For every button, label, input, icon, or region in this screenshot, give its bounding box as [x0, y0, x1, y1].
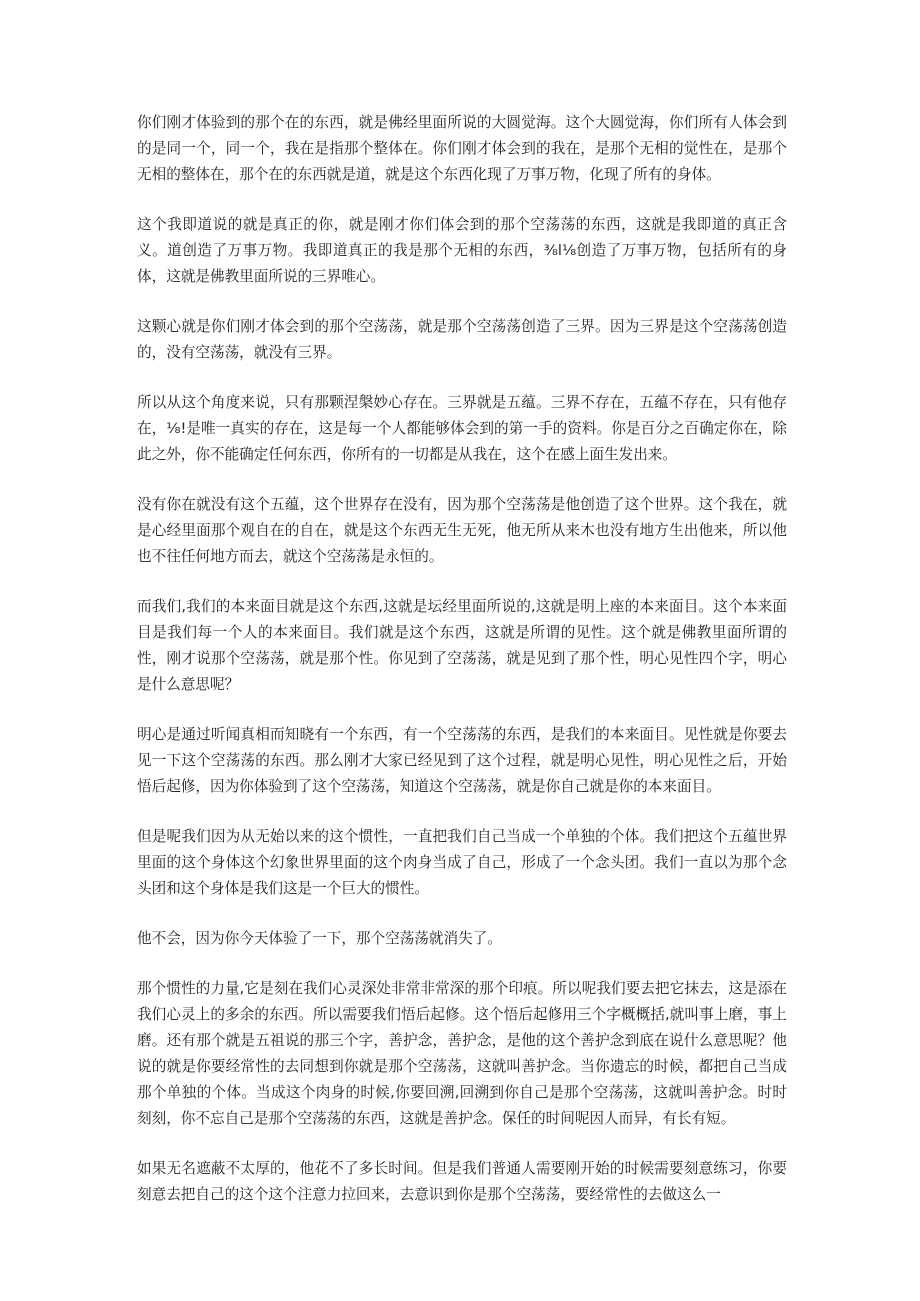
- paragraph-7: 明心是通过听闻真相而知晓有一个东西，有一个空荡荡的东西，是我们的本来面目。见性就是你要去见一下这个空荡荡的东西。那么刚才大家已经见到了这个过程，就是明心见性，明心见性之后，开始悟后起修，因为你体验到了这个空荡荡，知道这个空荡荡，就是你自己就是你的本来面目。: [137, 726, 787, 795]
- paragraph-4: 所以从这个角度来说，只有那颗涅槃妙心存在。三界就是五蕴。三界不存在，五蕴不存在，只有他存在，⅛!是唯一真实的存在，这是每一个人都能够体会到的第一手的资料。你是百分之百确定你在，除此之外，你不能确定任何东西，你所有的一切都是从我在，这个在感上面生发出来。: [137, 394, 787, 463]
- paragraph-8: 但是呢我们因为从无始以来的这个惯性，一直把我们自己当成一个单独的个体。我们把这个五蕴世界里面的这个身体这个幻象世界里面的这个肉身当成了自己，形成了一个念头团。我们一直以为那个念头团和这个身体是我们这是一个巨大的惯性。: [137, 828, 787, 897]
- document-body: [137, 110, 787, 1208]
- paragraph-3: 这颗心就是你们刚才体会到的那个空荡荡，就是那个空荡荡创造了三界。因为三界是这个空荡荡创造的，没有空荡荡，就没有三界。: [137, 318, 787, 361]
- paragraph-5: 没有你在就没有这个五蕴，这个世界存在没有，因为那个空荡荡是他创造了这个世界。这个我在，就是心经里面那个观自在的自在，就是这个东西无生无死，他无所从来木也没有地方生出他来，所以他也不往任何地方而去，就这个空荡荡是永恒的。: [137, 496, 787, 565]
- paragraph-10: 那个惯性的力量,它是刻在我们心灵深处非常非常深的那个印痕。所以呢我们要去把它抹去，这是添在我们心灵上的多余的东西。所以需要我们悟后起修。这个悟后起修用三个字概概括,就叫事上磨，事上磨。还有那个就是五祖说的那三个字，善护念，善护念，是他的这个善护念到底在说什么意思呢？他说的就是你要经常性的去同想到你就是那个空荡荡，这就叫善护念。当你遗忘的时候，都把自己当成那个单独的个体。当成这个肉身的时候,你要回溯,回溯到你自己是那个空荡荡，这就叫善护念。时时刻刻，你不忘自己是那个空荡荡的东西，这就是善护念。保任的时间呢因人而异，有长有短。: [137, 980, 787, 1127]
- paragraph-6: 而我们,我们的本来面目就是这个东西,这就是坛经里面所说的,这就是明上座的本来面目。这个本来面目是我们每一个人的本来面目。我们就是这个东西，这就是所谓的见性。这个就是佛教里面所谓的性，刚才说那个空荡荡，就是那个性。你见到了空荡荡，就是见到了那个性，明心见性四个字，明心是什么意思呢？: [137, 598, 787, 693]
- paragraph-2: 这个我即道说的就是真正的你，就是刚才你们体会到的那个空荡荡的东西，这就是我即道的真正含义。道创造了万事万物。我即道真正的我是那个无相的东西，⅜l⅛创造了万事万物，包括所有的身体，这就是佛教里面所说的三界唯心。: [137, 216, 787, 285]
- paragraph-9: 他不会，因为你今天体验了一下，那个空荡荡就消失了。: [137, 930, 502, 947]
- paragraph-1: 你们刚才体验到的那个在的东西，就是佛经里面所说的大圆觉海。这个大圆觉海，你们所有人体会到的是同一个，同一个，我在是指那个整体在。你们刚才体会到的我在，是那个无相的觉性在，是那个无相的整体在，那个在的东西就是道，就是这个东西化现了万事万物，化现了所有的身体。: [137, 114, 787, 183]
- paragraph-11: 如果无名遮蔽不太厚的，他花不了多长时间。但是我们普通人需要刚开始的时候需要刻意练习，你要刻意去把自己的这个这个注意力拉回来，去意识到你是那个空荡荡，要经常性的去做这么一: [137, 1160, 787, 1203]
